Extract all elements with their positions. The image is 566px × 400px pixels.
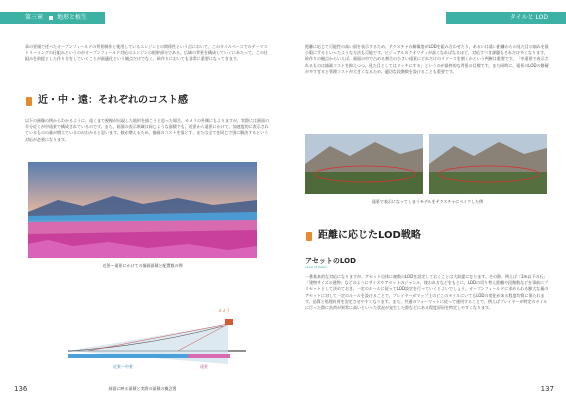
page-number-right: 137 bbox=[540, 385, 554, 393]
cost-paragraph: 以下の画像の例からわかるように、遠くまで視線が出現した地形を描こうと思った場合、カメラの外側にもよりますが、実際には画面の半分近くが中遠景で構成されているのです。また、画面の表示領域は同じような面積でも、近景から遠景にかけて、加速度的に表示されているものの量が増えているのがわかると思います。数が増えるため、描画のコストを落とす、または全てを同じで別に解決するという対応が必要になります。 bbox=[25, 118, 269, 142]
diagram-label-far: 遠景 bbox=[200, 364, 208, 369]
after-forest bbox=[429, 172, 547, 194]
landscape-figure bbox=[28, 162, 257, 258]
lod-compare-before bbox=[305, 134, 423, 194]
diagram-label-near: 近景～中景 bbox=[113, 364, 133, 369]
camera-icon bbox=[225, 319, 233, 325]
figure1-caption: 近景～遠景にかけての描画面積と配置数の例 bbox=[102, 263, 183, 268]
figure2-caption: 画面に映る面積と実際の面積の概念図 bbox=[108, 386, 177, 391]
asset-lod-paragraph: 一番基本的な対応になりますが、アセット自体に複数のLODを設定しておくことは大前提になります。その際、例えば「1m以下の石」「建物サイズの建物」などのようにサイズやアセットのジャンル、使われ方などをもとに、LODの切り替え距離や段階数などを事前にプリセットとして決めておき、一定のルールに従ってLOD設定を行っていくとよいでしょう。オープンフィールドに求められる膨大な量のアセットに対して一定のルールを設けることで、プレイヤーがマップ上のどこのタイルにいてもLODの変化がある程度均質に保たれます。品質と処理負荷を安定させやすくなります。また、共通のフォーマットに従って運用することで、例えばプレイヤーが特定のタイルに行った際に負荷が異常に高いといった状況が発生した際などにある程度原因を特定しやすくなります。 bbox=[305, 274, 549, 311]
page-number-left: 136 bbox=[14, 385, 28, 393]
section-marker-icon bbox=[26, 97, 32, 106]
section-marker-icon-lod bbox=[306, 232, 312, 241]
section-heading-cost: 近・中・遠：それぞれのコスト感 bbox=[38, 95, 188, 106]
right-page bbox=[283, 0, 566, 400]
chapter-header-bar bbox=[0, 12, 105, 24]
subsection-subtitle: Level of Detail bbox=[305, 265, 327, 269]
lod-compare-after bbox=[429, 134, 547, 194]
section-heading-lod: 距離に応じたLOD戦略 bbox=[318, 230, 421, 241]
chapter-title: 地形と植生 bbox=[57, 14, 88, 21]
page-header-title: タイルと LOD bbox=[509, 14, 548, 21]
lod-figure-caption: 遠景で表示になってしまうモデルをテクスチャにベイクした例 bbox=[371, 199, 484, 204]
chapter-label: 第三章 bbox=[25, 14, 44, 21]
before-forest bbox=[305, 172, 423, 194]
perspective-diagram bbox=[28, 276, 257, 386]
far-area-bar bbox=[188, 354, 230, 358]
page-header-bar bbox=[446, 12, 566, 24]
intro-paragraph: 章の冒頭で述べたオープンフィールドの背景制作と使用しているエンジンとの関係性という点において、このタイルベースでのテーマストリーミングの仕組みというのがオープンフィールド対応のエンジンの根幹部分である。広域の背景を構成していくにあたって、この仕組みを前提とした作り方をしていくことが最適化という観点だけでなく、絵作りにおいても非常に重要になってきます。 bbox=[25, 44, 268, 62]
chapter-bullet-icon bbox=[49, 16, 53, 20]
lod-intro-paragraph: 距離に応じて可能性の高い面を表示するため、テクスチャの解像度がLODを組み合わせたり、あるいは遠い距離からの見た目の崩れを最小限にするといったような方法も可能です。ビジュアルのクオリティが高くなればなるほど、対応すべき課題もそれだけ多くなります。絵作りの観点からいえば、画面の中で占める割合の小さい遠景にどれだけのリソースを割くかという判断は重要です。「中遠景で表示されるものは描画コストを抑えつつ、見た目としてはリッチにする」というのが最終的な背景の目標です。また同時に、遠景のLODの階層が多すぎると管理コストが大きくなるため、適切な段階数を設けることも重要です。 bbox=[305, 44, 549, 74]
near-area-bar bbox=[68, 354, 188, 358]
subsection-heading-asset-lod: アセットのLOD bbox=[305, 257, 356, 265]
diagram-label-camera: カメラ bbox=[218, 308, 230, 313]
